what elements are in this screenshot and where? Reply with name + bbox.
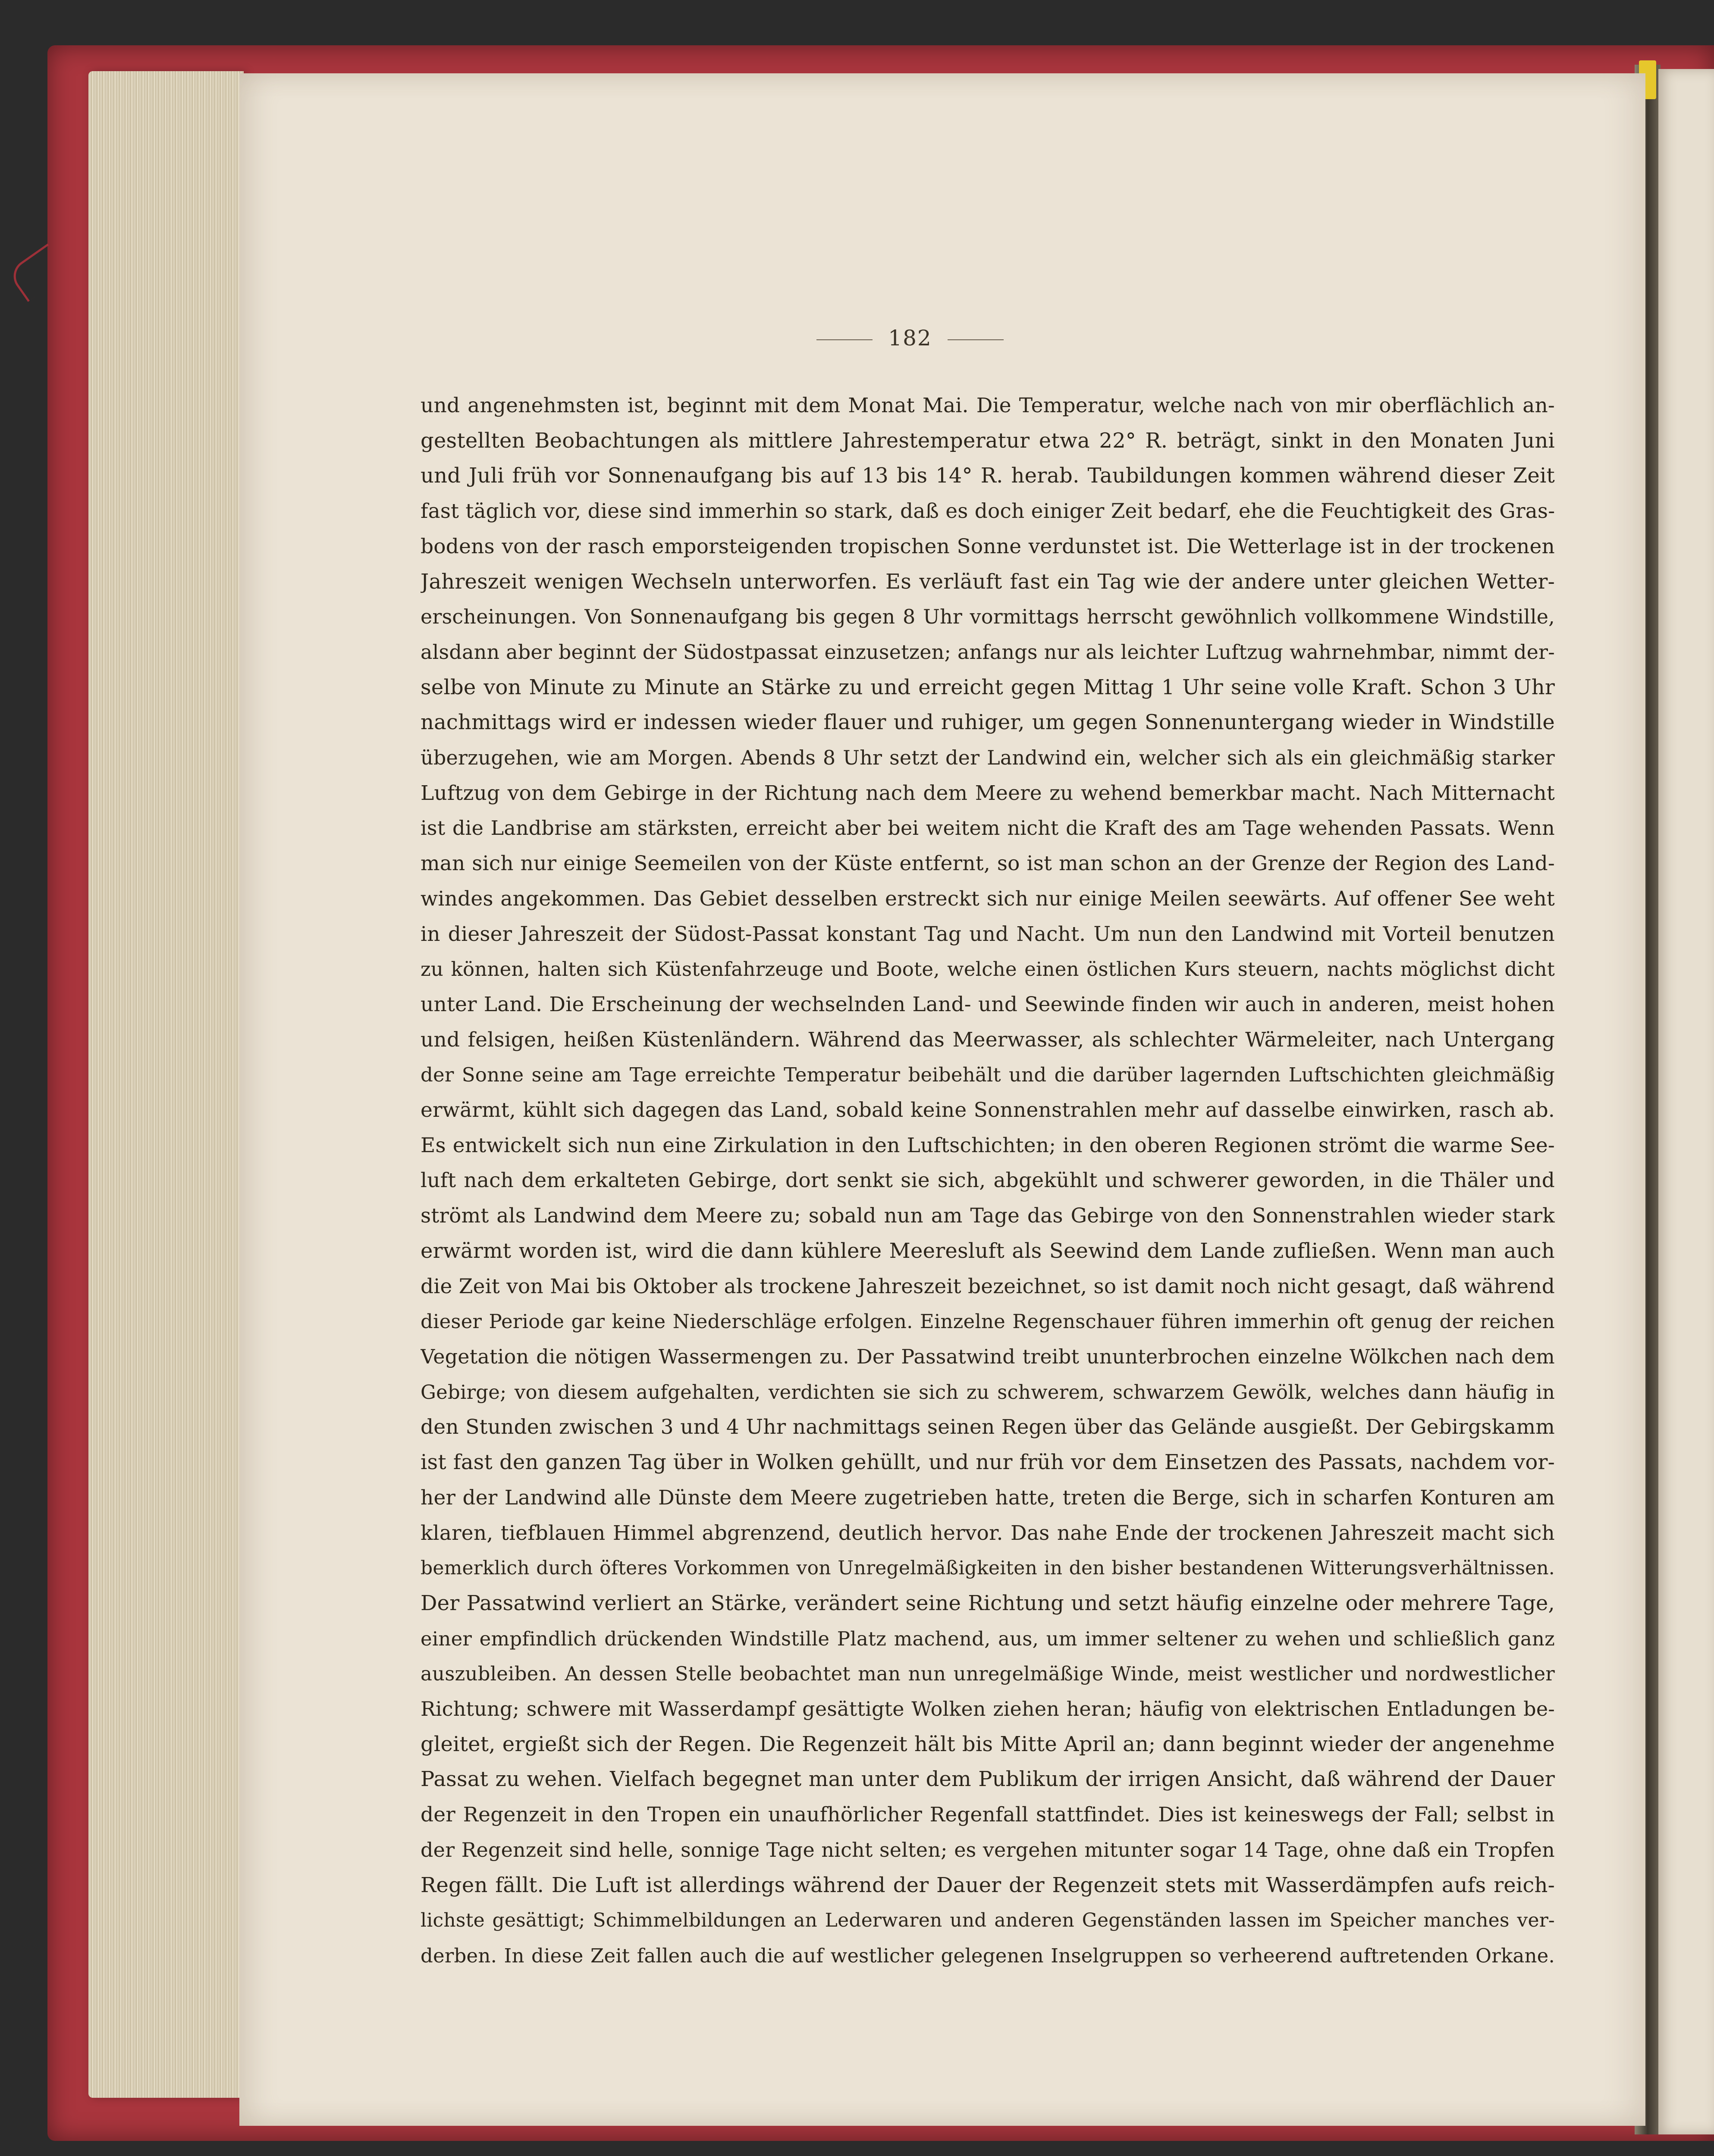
text-line: windes angekommen. Das Gebiet desselben erstreckt sich nur einige Meilen seewärts. Auf offener See weht	[421, 887, 1555, 911]
text-line: Richtung; schwere mit Wasserdampf gesättigte Wolken ziehen heran; häufig von elektrischen Entladungen be-	[421, 1697, 1555, 1721]
text-line: Regen fällt. Die Luft ist allerdings während der Dauer der Regenzeit stets mit Wasserdämpfen aufs reich-	[421, 1873, 1555, 1897]
text-line: der Regenzeit sind helle, sonnige Tage nicht selten; es vergehen mitunter sogar 14 Tage, ohne daß ein Tropfen	[421, 1838, 1555, 1861]
page-number: 182	[888, 326, 932, 351]
text-line: zu können, halten sich Küstenfahrzeuge und Boote, welche einen östlichen Kurs steuern, nachts möglichst dicht	[421, 958, 1555, 981]
text-line: und angenehmsten ist, beginnt mit dem Monat Mai. Die Temperatur, welche nach von mir oberflächlich an-	[421, 394, 1555, 417]
text-line: ist die Landbrise am stärksten, erreicht aber bei weitem nicht die Kraft des am Tage wehenden Passats. Wenn	[421, 816, 1555, 840]
header-rule-right	[948, 339, 1004, 340]
text-line: klaren, tiefblauen Himmel abgrenzend, deutlich hervor. Das nahe Ende der trockenen Jahreszeit macht sich	[421, 1521, 1555, 1545]
text-line: Jahreszeit wenigen Wechseln unterworfen. Es verläuft fast ein Tag wie der andere unter gleichen Wetter-	[421, 569, 1555, 594]
text-line: fast täglich vor, diese sind immerhin so stark, daß es doch einiger Zeit bedarf, ehe die Feuchtigkeit des Gras-	[421, 499, 1555, 523]
text-line: alsdann aber beginnt der Südostpassat einzusetzen; anfangs nur als leichter Luftzug wahrnehmbar, nimmt der-	[421, 640, 1555, 664]
text-line: und Juli früh vor Sonnenaufgang bis auf 13 bis 14° R. herab. Taubildungen kommen während dieser Zeit	[421, 464, 1555, 488]
body-text	[421, 388, 1555, 1974]
text-line: selbe von Minute zu Minute an Stärke zu und erreicht gegen Mittag 1 Uhr seine volle Kraft. Schon 3 Uhr	[421, 675, 1555, 699]
facing-page	[1658, 69, 1714, 2134]
text-line: ist fast den ganzen Tag über in Wolken gehüllt, und nur früh vor dem Einsetzen des Passats, nachdem vor-	[421, 1450, 1555, 1475]
text-line: gestellten Beobachtungen als mittlere Jahrestemperatur etwa 22° R. beträgt, sinkt in den Monaten Juni	[421, 428, 1555, 453]
text-line: bemerklich durch öfteres Vorkommen von Unregelmäßigkeiten in den bisher bestandenen Witterungsverhältnissen.	[421, 1557, 1555, 1579]
text-line: Passat zu wehen. Vielfach begegnet man unter dem Publikum der irrigen Ansicht, daß während der Dauer	[421, 1767, 1555, 1792]
text-line: einer empfindlich drückenden Windstille Platz machend, aus, um immer seltener zu wehen und schließlich ganz	[421, 1627, 1555, 1650]
text-line: unter Land. Die Erscheinung der wechselnden Land- und Seewinde finden wir auch in anderen, meist hohen	[421, 992, 1555, 1016]
text-line: der Sonne seine am Tage erreichte Temperatur beibehält und die darüber lagernden Luftschichten gleichmäßig	[421, 1063, 1555, 1087]
text-line: Gebirge; von diesem aufgehalten, verdichten sie sich zu schwerem, schwarzem Gewölk, welches dann häufig in	[421, 1380, 1555, 1404]
text-line: in dieser Jahreszeit der Südost-Passat konstant Tag und Nacht. Um nun den Landwind mit Vorteil benutzen	[421, 922, 1555, 946]
text-line: her der Landwind alle Dünste dem Meere zugetrieben hatte, treten die Berge, sich in scharfen Konturen am	[421, 1485, 1555, 1510]
text-line: der Regenzeit in den Tropen ein unaufhörlicher Regenfall stattfindet. Dies ist keineswegs der Fall; selbst in	[421, 1803, 1555, 1827]
text-line: Vegetation die nötigen Wassermengen zu. Der Passatwind treibt ununterbrochen einzelne Wölkchen nach dem	[421, 1344, 1555, 1368]
text-line: auszubleiben. An dessen Stelle beobachtet man nun unregelmäßige Winde, meist westlicher und nordwestlicher	[421, 1662, 1555, 1686]
text-line: dieser Periode gar keine Niederschläge erfolgen. Einzelne Regenschauer führen immerhin oft genug der reichen	[421, 1310, 1555, 1333]
text-line: und felsigen, heißen Küstenländern. Während das Meerwasser, als schlechter Wärmeleiter, nach Untergang	[421, 1028, 1555, 1052]
text-line: die Zeit von Mai bis Oktober als trockene Jahreszeit bezeichnet, so ist damit noch nicht gesagt, daß während	[421, 1274, 1555, 1298]
text-line: gleitet, ergießt sich der Regen. Die Regenzeit hält bis Mitte April an; dann beginnt wieder der angenehme	[421, 1732, 1555, 1756]
text-line: Der Passatwind verliert an Stärke, verändert seine Richtung und setzt häufig einzelne oder mehrere Tage,	[421, 1591, 1555, 1615]
text-line: erwärmt, kühlt sich dagegen das Land, sobald keine Sonnenstrahlen mehr auf dasselbe einwirken, rasch ab.	[421, 1098, 1555, 1122]
text-line: erwärmt worden ist, wird die dann kühlere Meeresluft als Seewind dem Lande zufließen. Wenn man auch	[421, 1238, 1555, 1263]
text-line: erscheinungen. Von Sonnenaufgang bis gegen 8 Uhr vormittags herrscht gewöhnlich vollkommene Windstille,	[421, 605, 1555, 629]
text-line: luft nach dem erkalteten Gebirge, dort senkt sie sich, abgekühlt und schwerer geworden, in die Thäler und	[421, 1169, 1555, 1193]
text-line: Luftzug von dem Gebirge in der Richtung nach dem Meere zu wehend bemerkbar macht. Nach Mitternacht	[421, 781, 1555, 805]
page-number-header	[207, 326, 1613, 351]
text-line: man sich nur einige Seemeilen von der Küste entfernt, so ist man schon an der Grenze der Region des Land-	[421, 852, 1555, 876]
book-page	[239, 73, 1645, 2126]
text-line: bodens von der rasch emporsteigenden tropischen Sonne verdunstet ist. Die Wetterlage ist in der trockenen	[421, 534, 1555, 558]
text-line: den Stunden zwischen 3 und 4 Uhr nachmittags seinen Regen über das Gelände ausgießt. Der Gebirgskamm	[421, 1415, 1555, 1439]
header-rule-left	[816, 339, 873, 340]
text-line: strömt als Landwind dem Meere zu; sobald nun am Tage das Gebirge von den Sonnenstrahlen wieder stark	[421, 1204, 1555, 1228]
text-line: lichste gesättigt; Schimmelbildungen an Lederwaren und anderen Gegenständen lassen im Speicher manches ver-	[421, 1909, 1555, 1932]
text-line: derben. In diese Zeit fallen auch die auf westlicher gelegenen Inselgruppen so verheerend auftretenden Orkane.	[421, 1944, 1555, 1967]
text-line: nachmittags wird er indessen wieder flauer und ruhiger, um gegen Sonnenuntergang wieder in Windstille	[421, 710, 1555, 735]
page-edges	[88, 71, 244, 2098]
text-line: Es entwickelt sich nun eine Zirkulation in den Luftschichten; in den oberen Regionen strömt die warme See-	[421, 1133, 1555, 1157]
text-line: überzugehen, wie am Morgen. Abends 8 Uhr setzt der Landwind ein, welcher sich als ein gleichmäßig starker	[421, 746, 1555, 770]
